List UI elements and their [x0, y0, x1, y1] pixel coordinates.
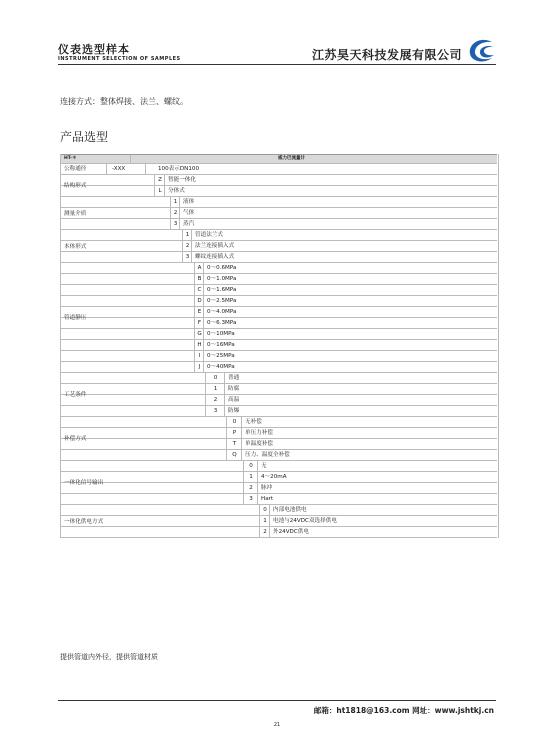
company-name: 江苏昊天科技发展有限公司 — [311, 48, 462, 62]
option-text: 0～1.0MPa — [207, 276, 237, 282]
option-code: 0 — [249, 463, 253, 469]
option-code: 2 — [173, 210, 178, 216]
option-text: 单压力补偿 — [245, 430, 273, 436]
option-code: 2 — [185, 243, 190, 249]
option-text: 管道法兰式 — [195, 232, 223, 238]
diameter-code: -XXX — [112, 166, 126, 172]
option-code: 2 — [263, 529, 267, 535]
footer-contact: 邮箱：ht1818@163.com 网址：www.jshtkj.cn — [313, 706, 494, 715]
option-code: P — [232, 430, 237, 436]
option-code: L — [158, 188, 162, 194]
option-text: 外24VDC供电 — [273, 529, 309, 535]
option-text: 气体 — [183, 210, 195, 216]
option-text: 无补偿 — [245, 419, 262, 425]
option-code: Z — [158, 177, 162, 183]
group-label: 补偿方式 — [64, 436, 87, 442]
group-label: 结构形式 — [64, 183, 87, 189]
header-title-en: INSTRUMENT SELECTION OF SAMPLES — [58, 56, 181, 62]
diameter-desc: 100表示DN100 — [158, 166, 200, 172]
option-code: 1 — [185, 232, 190, 238]
option-text: 0～0.6MPa — [207, 265, 237, 271]
option-code: 1 — [249, 474, 253, 480]
option-text: 0～10MPa — [207, 331, 235, 337]
option-text: 单温度补偿 — [245, 441, 273, 447]
connection-text: 连接方式：整体焊接、法兰、螺纹。 — [60, 97, 188, 106]
option-code: Q — [232, 452, 237, 458]
option-text: 0～4.0MPa — [207, 309, 237, 315]
option-code: 0 — [213, 375, 218, 381]
group-label: 一体化供电方式 — [64, 518, 104, 525]
option-code: G — [197, 331, 202, 337]
section-title: 产品选型 — [60, 130, 109, 144]
header-product: 威力巴流量计 — [278, 156, 305, 161]
option-text: 防腐 — [228, 386, 240, 392]
option-text: 0～16MPa — [207, 342, 235, 348]
option-code: E — [197, 309, 202, 315]
option-text: 0～6.3MPa — [207, 320, 237, 326]
group-label: 管道静压 — [64, 315, 87, 321]
option-text: 蒸汽 — [183, 221, 195, 227]
option-text: 法兰连接插入式 — [195, 243, 235, 249]
option-text: 0～40MPa — [207, 364, 235, 370]
option-text: 0～25MPa — [207, 353, 235, 359]
option-code: 1 — [213, 386, 218, 392]
header-divider — [58, 64, 496, 65]
header-model: HT-＊ — [64, 156, 77, 161]
option-text: 脉冲 — [261, 485, 273, 491]
option-text: 内部电池供电 — [273, 507, 307, 513]
option-text: 无 — [261, 463, 267, 469]
option-text: 0～1.6MPa — [207, 287, 237, 293]
option-text: Hart — [261, 496, 274, 502]
option-code: 3 — [185, 254, 190, 260]
option-code: T — [232, 441, 237, 447]
header-title-block — [58, 44, 181, 62]
footer-divider — [58, 700, 496, 701]
option-code: 3 — [249, 496, 253, 502]
option-code: 0 — [263, 507, 267, 513]
option-code: H — [197, 342, 202, 348]
option-code: C — [197, 287, 202, 293]
option-text: 防爆 — [228, 408, 240, 414]
option-text: 高温 — [228, 397, 240, 403]
option-code: B — [197, 276, 202, 282]
option-text: 智能一体化 — [168, 177, 196, 183]
group-label: 本体形式 — [64, 243, 87, 250]
option-code: 2 — [213, 397, 218, 403]
group-label: 测量介质 — [64, 210, 87, 217]
company-logo-icon — [466, 38, 496, 64]
option-text: 螺纹连接插入式 — [195, 254, 235, 260]
option-code: 2 — [249, 485, 253, 491]
option-text: 4～20mA — [261, 474, 287, 480]
option-code: D — [197, 298, 202, 304]
group-label: 工艺条件 — [64, 392, 87, 398]
option-code: 0 — [232, 419, 237, 425]
table-outer-border — [60, 154, 499, 538]
option-code: I — [198, 353, 201, 359]
option-code: 3 — [213, 408, 218, 414]
group-label: 一体化信号输出 — [64, 480, 104, 486]
option-code: J — [198, 364, 201, 370]
option-code: 1 — [263, 518, 267, 524]
table-note: 提供管道内外径，提供管道材质 — [60, 653, 158, 661]
option-text: 液体 — [183, 199, 195, 205]
diameter-label: 公称通径 — [64, 166, 87, 172]
option-code: A — [197, 265, 202, 271]
option-text: 0～2.5MPa — [207, 298, 237, 304]
option-text: 压力、温度全补偿 — [245, 452, 290, 458]
option-code: 1 — [173, 199, 178, 205]
option-code: F — [197, 320, 202, 326]
page-number: 21 — [273, 722, 281, 728]
option-text: 分体式 — [168, 188, 185, 194]
option-text: 普通 — [228, 375, 240, 381]
header-title-cn: 仪表选型样本 — [58, 43, 130, 56]
option-text: 电池与24VDC双选择供电 — [273, 518, 337, 524]
option-code: 3 — [173, 221, 178, 227]
